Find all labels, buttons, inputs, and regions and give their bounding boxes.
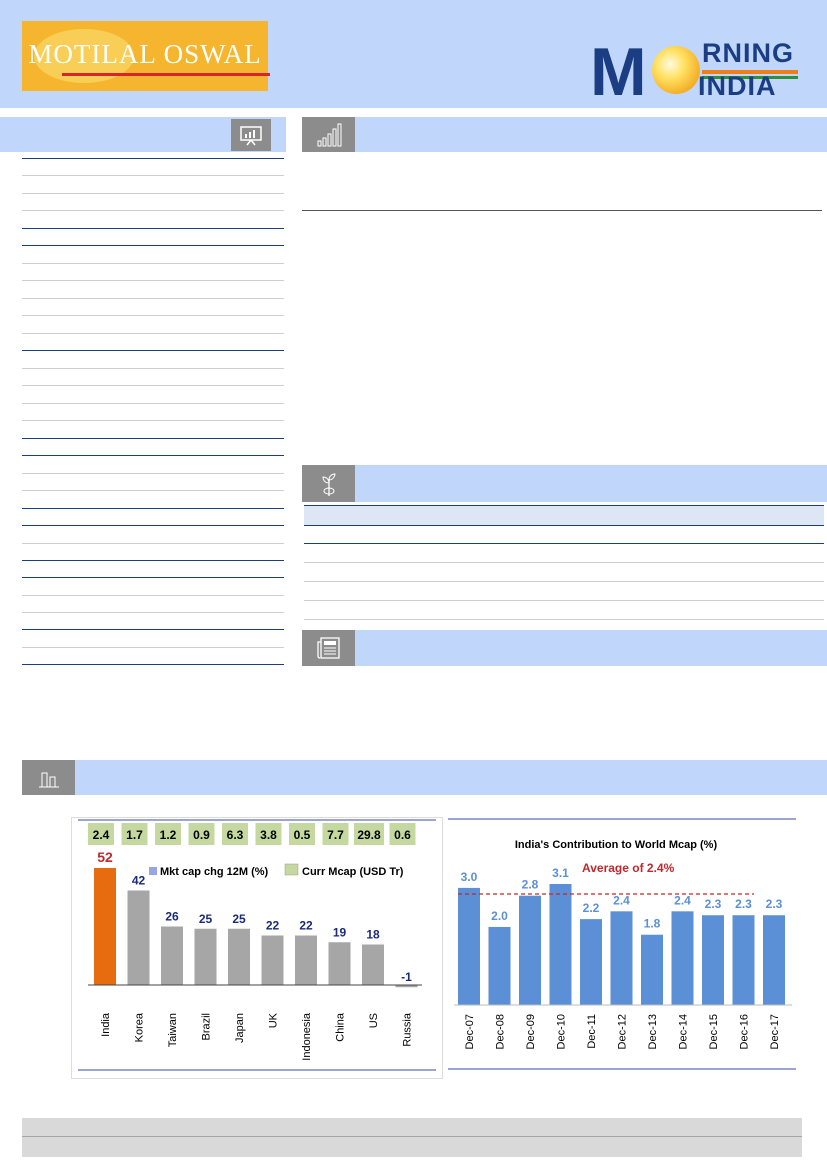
mcap-label: 7.7: [327, 828, 344, 842]
bar-dec-13: [641, 935, 663, 1005]
bar-dec-11: [580, 919, 602, 1005]
bar-us: [362, 945, 384, 986]
value-label: 2.3: [704, 897, 722, 912]
legend-swatch-curr-mcap: [285, 864, 298, 875]
value-label: 25: [232, 911, 246, 926]
legend-swatch-mkt-cap-chg: [149, 867, 157, 875]
bar-brazil: [195, 929, 217, 985]
mcap-label: 2.4: [92, 828, 110, 842]
bar-japan: [228, 929, 250, 985]
bar-dec-09: [519, 896, 541, 1005]
footer-divider: [22, 1136, 802, 1137]
category-label: Dec-12: [616, 1014, 629, 1050]
category-label: Brazil: [200, 1013, 213, 1041]
value-label: 3.1: [552, 866, 569, 880]
average-label: Average of 2.4%: [582, 861, 675, 875]
footer-bar: [22, 1118, 802, 1157]
bar-china: [329, 942, 351, 985]
category-label: Korea: [133, 1013, 146, 1043]
logo-text: MOTILAL OSWAL: [28, 39, 262, 69]
category-label: Dec-07: [464, 1014, 476, 1050]
bar-taiwan: [161, 927, 183, 986]
category-label: UK: [267, 1013, 280, 1029]
mcap-label: 0.6: [394, 828, 411, 842]
left-market-table: [22, 158, 284, 666]
category-label: Dec-14: [677, 1014, 690, 1050]
market-section-bar: [302, 117, 827, 152]
value-label: 42: [131, 873, 146, 888]
value-label: 2.3: [765, 897, 783, 912]
category-label: Dec-08: [494, 1014, 507, 1050]
value-label: 2.4: [613, 893, 630, 908]
value-label: 3.0: [460, 869, 478, 884]
bar-dec-15: [702, 915, 724, 1005]
category-label: Dec-13: [647, 1014, 659, 1050]
bar-dec-08: [489, 927, 511, 1005]
mcap-change-chart: [71, 817, 443, 1079]
bar-dec-07: [458, 888, 480, 1005]
left-section-bar: [0, 117, 286, 152]
category-label: Dec-09: [525, 1014, 537, 1050]
sector-section-bar: [302, 465, 827, 502]
bar-chart-icon: [22, 760, 75, 795]
brand-rning: RNING: [702, 38, 794, 68]
mcap-label: 1.2: [159, 828, 177, 842]
category-label: India: [100, 1013, 112, 1037]
legend-label-mkt-cap-chg: Mkt cap chg 12M (%): [160, 866, 269, 878]
india-contribution-chart-svg: [446, 817, 800, 1077]
category-label: Taiwan: [167, 1013, 179, 1048]
report-header: [0, 0, 827, 108]
newspaper-icon: [302, 630, 355, 666]
category-label: Dec-15: [708, 1014, 720, 1050]
category-label: Dec-17: [769, 1014, 781, 1050]
category-label: Dec-11: [586, 1014, 598, 1049]
value-label: 2.4: [674, 893, 691, 908]
motilal-oswal-logo: [22, 21, 268, 91]
value-label: 19: [332, 925, 347, 940]
legend-label-curr-mcap: Curr Mcap (USD Tr): [302, 866, 404, 878]
mcap-label: 3.8: [260, 828, 277, 842]
bar-signal-icon: [302, 117, 355, 152]
category-label: Dec-10: [555, 1014, 568, 1050]
bar-dec-16: [733, 915, 755, 1005]
brand-m: M: [590, 34, 647, 110]
value-label: 25: [198, 911, 213, 926]
category-label: China: [334, 1013, 347, 1042]
plant-icon: [302, 465, 355, 502]
bar-dec-17: [763, 915, 785, 1005]
bar-indonesia: [295, 936, 317, 986]
value-label: 26: [165, 909, 179, 924]
logo-underline: [62, 73, 270, 76]
mcap-label: 0.9: [193, 828, 210, 842]
value-label: 2.0: [491, 908, 508, 923]
chart-section-bar: [22, 760, 827, 795]
value-label: 18: [366, 927, 380, 942]
bar-dec-12: [611, 911, 633, 1005]
category-label: US: [368, 1013, 380, 1029]
sector-table-header: [304, 505, 824, 526]
mcap-label: 0.5: [293, 828, 311, 842]
category-label: Japan: [234, 1013, 246, 1043]
sun-icon: [652, 46, 700, 94]
bar-india: [94, 868, 116, 985]
bar-korea: [128, 891, 150, 986]
mcap-label: 6.3: [226, 828, 244, 842]
category-label: Dec-16: [738, 1014, 751, 1050]
value-label: 52: [97, 849, 113, 865]
mcap-change-chart-svg: [72, 818, 442, 1078]
category-label: Russia: [401, 1013, 414, 1047]
presentation-icon: [231, 119, 271, 151]
news-section-bar: [302, 630, 827, 666]
mcap-label: 1.7: [126, 828, 143, 842]
value-label: -1: [401, 970, 412, 984]
value-label: 1.8: [643, 916, 661, 931]
india-contribution-chart: [446, 817, 800, 1077]
chart2-title: India's Contribution to World Mcap (%): [514, 839, 718, 851]
market-divider: [302, 210, 822, 211]
bar-dec-10: [550, 884, 572, 1005]
value-label: 2.8: [521, 877, 539, 892]
mcap-label: 29.8: [357, 828, 381, 842]
bar-uk: [262, 936, 284, 986]
value-label: 22: [299, 918, 313, 933]
value-label: 2.3: [735, 897, 752, 912]
bar-dec-14: [672, 911, 694, 1005]
brand-india: INDIA: [698, 71, 777, 101]
sector-table: [304, 505, 824, 620]
value-label: 2.2: [582, 901, 600, 916]
category-label: Indonesia: [301, 1013, 313, 1061]
value-label: 22: [265, 918, 280, 933]
